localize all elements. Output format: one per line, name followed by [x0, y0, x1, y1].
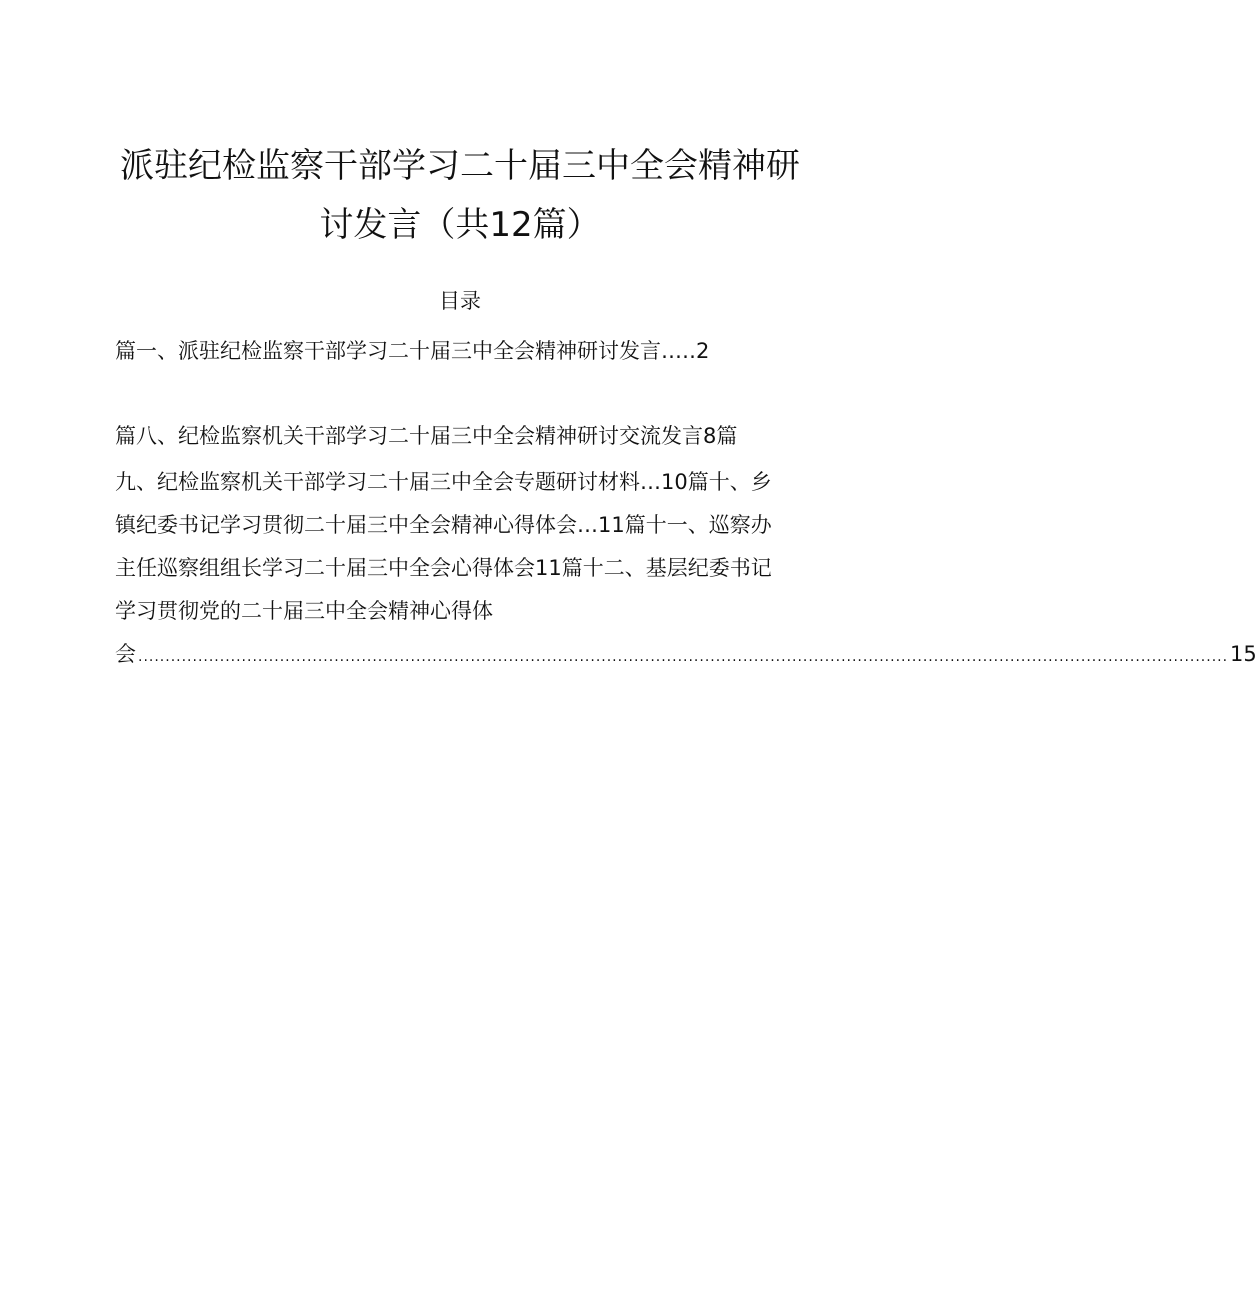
toc-line: 九、纪检监察机关干部学习二十届三中全会专题研讨材料…10篇十、乡 [115, 470, 772, 494]
toc-line: 篇一、派驻纪检监察干部学习二十届三中全会精神研讨发言…‥2 [115, 339, 710, 363]
toc-line: 主任巡察组组长学习二十届三中全会心得体会11篇十二、基层纪委书记 [115, 556, 772, 580]
toc-heading: 目录 [439, 289, 481, 313]
toc-last-entry [115, 638, 1257, 668]
dot-leader: ........................................................................................................................................................................................................ [138, 649, 1229, 665]
toc-line: 篇八、纪检监察机关干部学习二十届三中全会精神研讨交流发言8篇 [115, 424, 738, 448]
toc-last-entry-page: 15 [1230, 642, 1257, 666]
toc-line: 镇纪委书记学习贯彻二十届三中全会精神心得体会…11篇十一、巡察办 [115, 513, 772, 537]
toc-last-entry-text: 会 [115, 642, 136, 666]
toc-line: 学习贯彻党的二十届三中全会精神心得体 [115, 599, 493, 623]
document-title-line-2: 讨发言（共12篇） [319, 205, 601, 245]
document-title-line-1: 派驻纪检监察干部学习二十届三中全会精神研 [120, 146, 800, 186]
